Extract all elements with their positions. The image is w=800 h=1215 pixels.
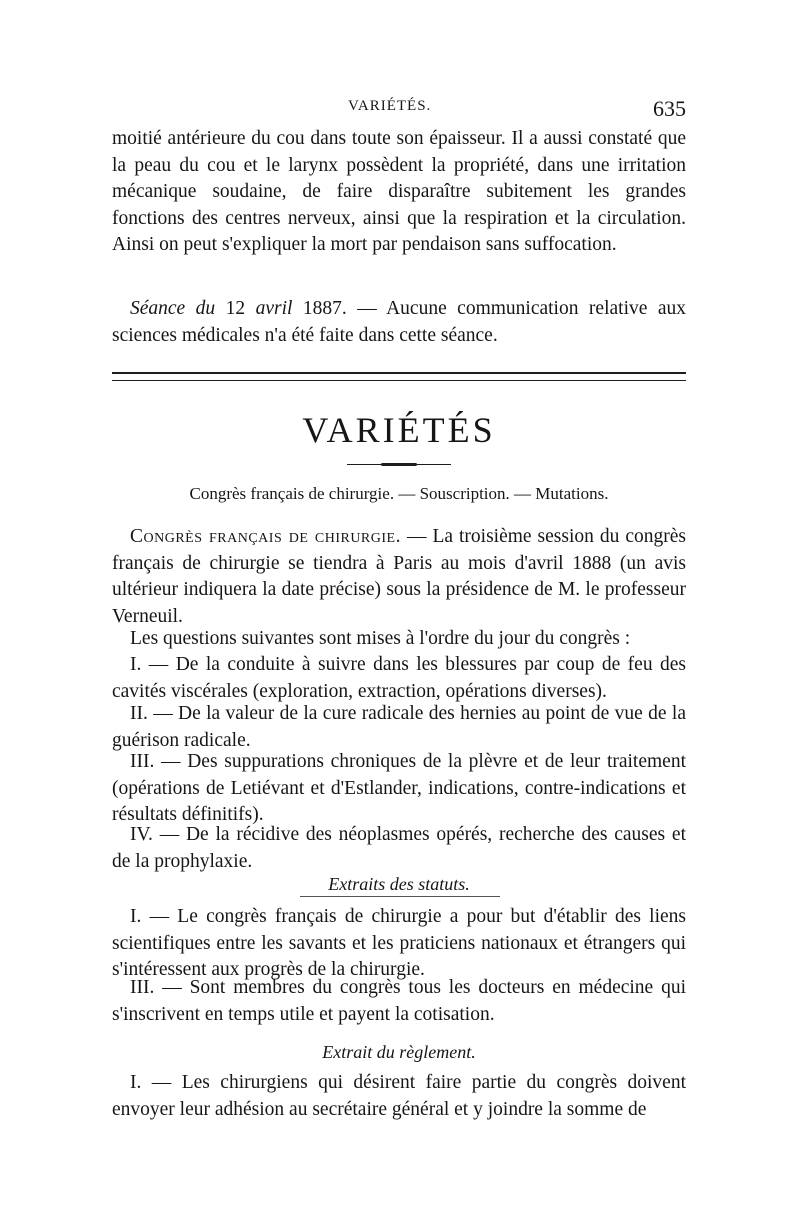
question-2: II. — De la valeur de la cure radicale des hernies au point de vue de la guérison radicale. — [112, 703, 686, 751]
paragraph-questions-intro: Les questions suivantes sont mises à l'ordre du jour du congrès : — [130, 628, 631, 649]
seance-date: 12 — [225, 298, 246, 319]
statut-3: III. — Sont membres du congrès tous les docteurs en médecine qui s'inscrivent en temps utile et payent la cotisation. — [112, 977, 686, 1025]
statuts-rule — [300, 896, 500, 897]
reglement-heading: Extrait du règlement. — [322, 1042, 476, 1062]
question-4: IV. — De la récidive des néoplasmes opérés, recherche des causes et de la prophylaxie. — [112, 824, 686, 872]
statut-1: I. — Le congrès français de chirurgie a pour but d'établir des liens scientifiques entre les savants et les praticiens nationaux et étrangers qui s'intéressent aux progrès de la chirurgie. — [112, 906, 686, 980]
congres-lead: Congrès français de chirurgie. — [130, 526, 401, 547]
statuts-heading: Extraits des statuts. — [328, 874, 470, 894]
paragraph-continuation: moitié antérieure du cou dans toute son épaisseur. Il a aussi constaté que la peau du cou et le larynx possèdent la propriété, dans une irritation mécanique soudaine, de faire disparaître subitement les grandes fonctions des centres nerveux, ainsi que la respiration et la circulation. Ainsi on peut s'expliquer la mort par pendaison sans suffocation. — [112, 128, 686, 255]
seance-month: avril — [255, 298, 293, 319]
reglement-1: I. — Les chirurgiens qui désirent faire partie du congrès doivent envoyer leur adhésion au secrétaire général et y joindre la somme de — [112, 1072, 686, 1120]
seance-text: 1887. — Aucune communication relative aux sciences médicales n'a été faite dans cette séance. — [112, 298, 686, 346]
section-divider — [112, 372, 686, 381]
page-number: 635 — [653, 96, 686, 121]
seance-label: Séance du — [130, 298, 216, 319]
section-title: VARIÉTÉS — [302, 410, 496, 450]
paragraph-congres-announcement — [112, 524, 686, 630]
section-summary: Congrès français de chirurgie. — Souscription. — Mutations. — [189, 484, 609, 503]
running-head-title: VARIÉTÉS. — [348, 98, 432, 114]
running-head — [112, 96, 686, 120]
question-3: III. — Des suppurations chroniques de la plèvre et de leur traitement (opérations de Letiévant et d'Estlander, indications, contre-indications et résultats définitifs). — [112, 751, 686, 825]
paragraph-seance — [112, 296, 686, 349]
question-1: I. — De la conduite à suivre dans les blessures par coup de feu des cavités viscérales (exploration, extraction, opérations diverses). — [112, 654, 686, 702]
title-ornament — [347, 463, 451, 467]
congres-text: — La troisième session du congrès français de chirurgie se tiendra à Paris au mois d'avril 1888 (un avis ultérieur indiquera la date précise) sous la présidence de M. le professeur Verneuil. — [112, 526, 686, 627]
